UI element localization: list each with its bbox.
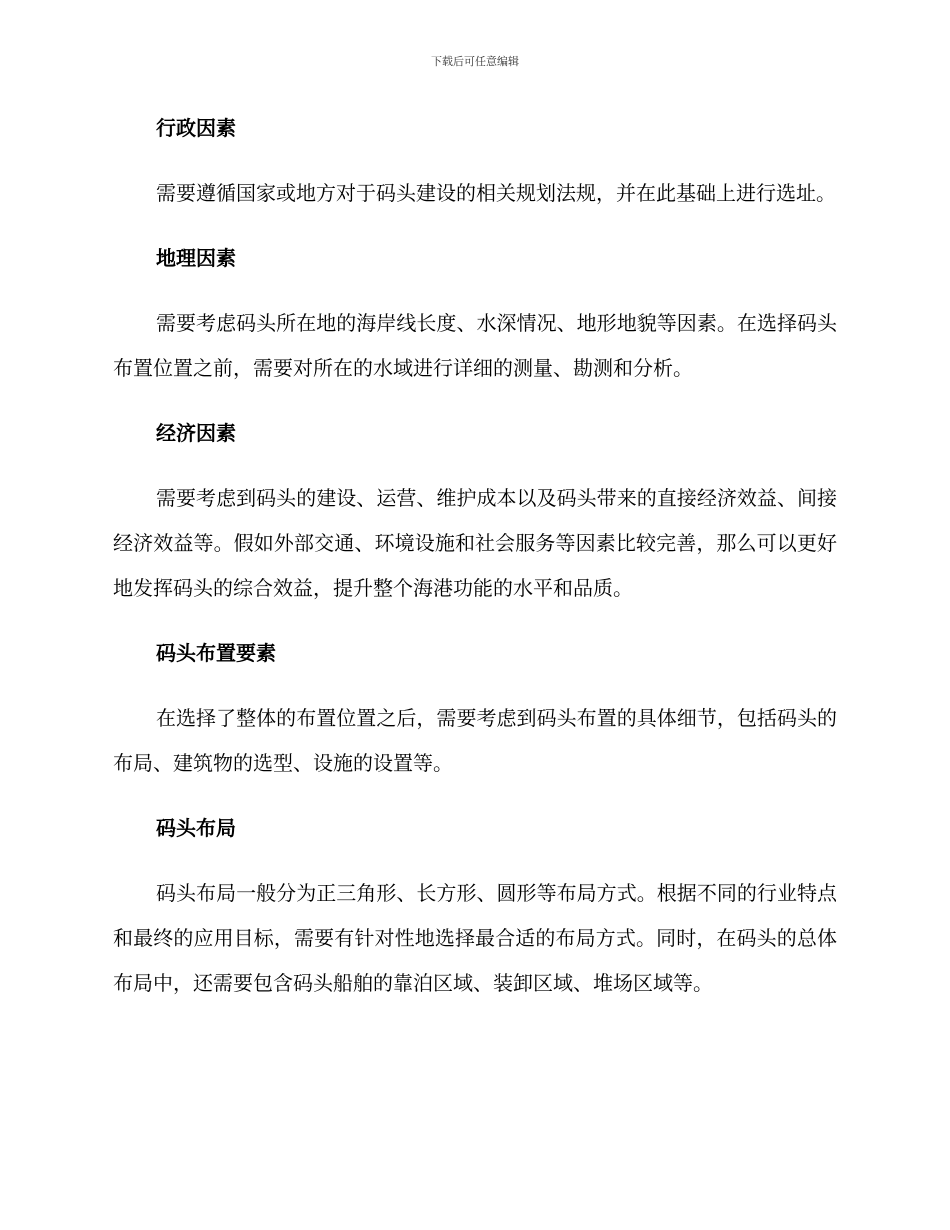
section-paragraph: 码头布局一般分为正三角形、长方形、圆形等布局方式。根据不同的行业特点和最终的应用目标，需要有针对性地选择最合适的布局方式。同时，在码头的总体布局中，还需要包含码头船舶的靠泊区域、装卸区域、堆场区域等。: [113, 881, 837, 995]
section-heading: 行政因素: [156, 116, 236, 140]
section-heading: 码头布置要素: [156, 641, 276, 665]
section-paragraph: 需要考虑码头所在地的海岸线长度、水深情况、地形地貌等因素。在选择码头布置位置之前，需要对所在的水域进行详细的测量、勘测和分析。: [113, 311, 837, 380]
document-body: [113, 111, 837, 1031]
section-paragraph: 需要遵循国家或地方对于码头建设的相关规划法规，并在此基础上进行选址。: [156, 181, 836, 205]
section-heading: 经济因素: [156, 421, 236, 445]
section-paragraph: 需要考虑到码头的建设、运营、维护成本以及码头带来的直接经济效益、间接经济效益等。假如外部交通、环境设施和社会服务等因素比较完善，那么可以更好地发挥码头的综合效益，提升整个海港功能的水平和品质。: [113, 486, 837, 600]
section-paragraph: 在选择了整体的布置位置之后，需要考虑到码头布置的具体细节，包括码头的布局、建筑物的选型、设施的设置等。: [113, 706, 837, 775]
section-administrative: [113, 111, 837, 216]
page-header: 下载后可任意编辑: [431, 55, 519, 68]
section-heading: 地理因素: [156, 246, 236, 270]
section-layout-elements: [113, 636, 837, 786]
section-layout: [113, 811, 837, 1006]
section-heading: 码头布局: [156, 816, 236, 840]
section-economic: [113, 416, 837, 611]
section-geographic: [113, 241, 837, 391]
